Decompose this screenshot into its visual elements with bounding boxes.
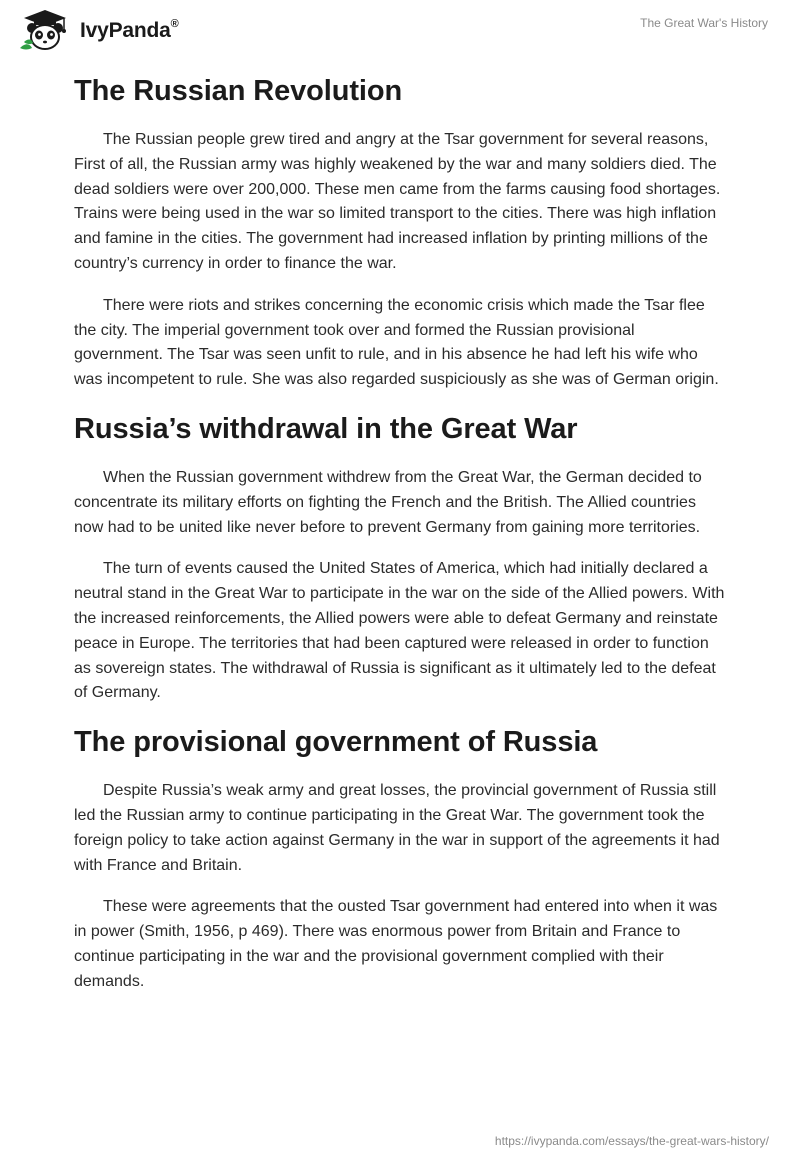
section-heading: The provisional government of Russia bbox=[74, 726, 598, 759]
section-heading: The Russian Revolution bbox=[74, 75, 403, 107]
page-header bbox=[0, 0, 800, 60]
section-heading: Russia’s withdrawal in the Great War bbox=[74, 412, 578, 445]
paragraph: The Russian people grew tired and angry at the Tsar government for several reasons, First of all, the Russian army was highly weakened by the war and many soldiers died. The dead soldiers were over 200,000. These men came from the farms causing food shortages. Trains were being used in the war so limited transport to the cities. There was high inflation and famine in the cities. The government had increased inflation by printing millions of the country’s currency in order to finance the war. bbox=[74, 131, 721, 272]
brand-logo[interactable] bbox=[16, 8, 179, 52]
brand-name: IvyPanda® bbox=[80, 18, 179, 42]
paragraph: Despite Russia’s weak army and great losses, the provincial government of Russia still led the Russian army to continue participating in the Great War. The government took the foreign policy to take action against Germany in the war in support of the agreements it had with France and Britain. bbox=[74, 782, 720, 874]
article-body bbox=[74, 70, 726, 1012]
source-url-link[interactable]: https://ivypanda.com/essays/the-great-wars-history/ bbox=[494, 1134, 769, 1148]
paragraph: There were riots and strikes concerning the economic crisis which made the Tsar flee the city. The imperial government took over and formed the Russian provisional government. The Tsar was seen unfit to rule, and in his absence he had left his wife who was incompetent to rule. She was also regarded suspiciously as she was of German origin. bbox=[74, 296, 719, 389]
paragraph: The turn of events caused the United States of America, which had initially declared a neutral stand in the Great War to participate in the war on the side of the Allied powers. With the increased reinforcements, the Allied powers were able to defeat Germany and reinstate peace in Europe. The territories that had been captured were released in order to function as sovereign states. The withdrawal of Russia is significant as it ultimately led to the defeat of Germany. bbox=[74, 560, 725, 702]
section-russia-withdrawal bbox=[74, 408, 726, 706]
section-russian-revolution bbox=[74, 70, 726, 393]
paragraph: When the Russian government withdrew from the Great War, the German decided to concentrate its military efforts on fighting the French and the British. The Allied countries now had to be united like never before to prevent Germany from gaining more territories. bbox=[74, 468, 702, 536]
panda-graduate-icon bbox=[16, 8, 74, 52]
section-provisional-government bbox=[74, 721, 726, 994]
paragraph: These were agreements that the ousted Tsar government had entered into when it was in power (Smith, 1956, p 469). There was enormous power from Britain and France to continue participating in the war and the provisional government complied with their demands. bbox=[74, 898, 718, 990]
document-title: The Great War's History bbox=[640, 16, 768, 30]
registered-mark: ® bbox=[170, 18, 179, 30]
